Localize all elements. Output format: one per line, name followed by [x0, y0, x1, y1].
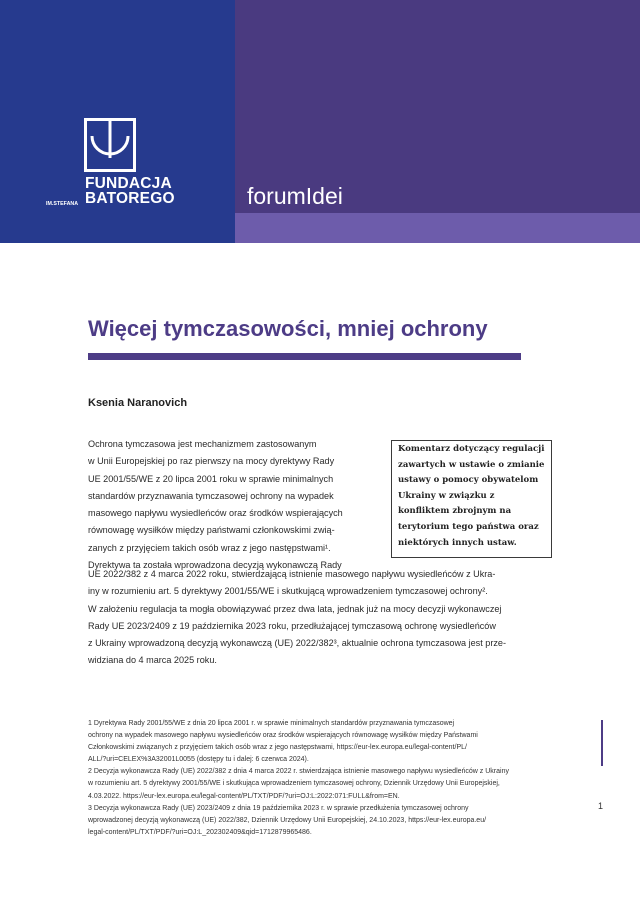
- logo-prefix: IM.STEFANA: [46, 201, 79, 207]
- title-underline: [88, 353, 521, 360]
- commentary-callout: Komentarz dotyczący regulacji zawartych w ustawie o zmianie ustawy o pomocy obywatelom Ukrainy w związku z konfliktem zbrojnym na terytorium tego państwa oraz niektórych innych ustaw.: [391, 440, 552, 558]
- footnote-line: w rozumieniu art. 5 dyrektywy 2001/55/WE i skutkująca wprowadzeniem tymczasowej ochrony, Dziennik Urzędowy Unii Europejskiej,: [88, 780, 500, 788]
- logo-line2: BATOREGO: [85, 190, 175, 207]
- footnote-line: 1 Dyrektywa Rady 2001/55/WE z dnia 20 lipca 2001 r. w sprawie minimalnych standardów przyznawania tymczasowej: [88, 720, 455, 727]
- footnote-line: Członkowskimi związanych z przyjęciem takich osób wraz z jego następstwami, https://eur-lex.europa.eu/legal-content/PL/: [88, 744, 467, 752]
- body-line: iny w rozumieniu art. 5 dyrektywy 2001/55/WE i skutkującą wprowadzeniem tymczasowej ochrony².: [88, 586, 488, 597]
- body-line: Rady UE 2023/2409 z 19 października 2023 roku, przedłużającej tymczasową ochronę wysiedleńców: [88, 620, 496, 631]
- body-line: masowego napływu wysiedleńców oraz środków wspierających: [88, 508, 343, 519]
- body-line: standardów przyznawania tymczasowej ochrony na wypadek: [88, 490, 334, 501]
- body-continued: [88, 566, 521, 670]
- body-line: równowagę wysiłków między państwami członkowskimi zwią-: [88, 525, 335, 536]
- page-marker-bar: [601, 720, 603, 766]
- footnote-line: 4.03.2022. https://eur-lex.europa.eu/legal-content/PL/TXT/PDF/?uri=OJ:L:2022:071:FULL&from=EN.: [88, 792, 400, 800]
- body-line: W założeniu regulacja ta mogła obowiązywać przez dwa lata, jednak już na mocy decyzji wykonawczej: [88, 603, 502, 614]
- footnotes: [88, 718, 588, 839]
- header-lavender-band: [235, 213, 640, 243]
- footnote-line: ochrony na wypadek masowego napływu wysiedleńców oraz środków wspierających równowagę wysiłków między Państwami: [88, 732, 478, 740]
- author-name: Ksenia Naranovich: [88, 397, 188, 409]
- page-title: Więcej tymczasowości, mniej ochrony: [88, 316, 488, 341]
- body-line: Dyrektywa ta została wprowadzona decyzją wykonawczą Rady: [88, 560, 342, 571]
- footnote-line: 2 Decyzja wykonawcza Rady (UE) 2022/382 z dnia 4 marca 2022 r. stwierdzająca istnienie masowego napływu wysiedleńców z Ukrainy: [88, 768, 509, 776]
- footnote-line: 3 Decyzja wykonawcza Rady (UE) 2023/2409 z dnia 19 października 2023 r. w sprawie przedłużenia tymczasowej ochrony: [88, 804, 469, 812]
- body-line: w Unii Europejskiej po raz pierwszy na mocy dyrektywy Rady: [88, 456, 335, 467]
- body-intro: [88, 436, 379, 574]
- logo-line1: FUNDACJA: [85, 175, 172, 192]
- footnote-line: ALL/?uri=CELEX%3A32001L0055 (dostępy tu i dalej: 6 czerwca 2024).: [88, 756, 309, 764]
- body-line: widziana do 4 marca 2025 roku.: [88, 655, 217, 666]
- body-line: z Ukrainy wprowadzoną decyzją wykonawczą (UE) 2022/382³, aktualnie ochrona tymczasowa jest prze-: [88, 638, 506, 649]
- fundacja-batorego-logo-icon: [84, 118, 136, 172]
- footnote-line: legal-content/PL/TXT/PDF/?uri=OJ:L_202302409&qid=1712879965486.: [88, 828, 312, 836]
- body-line: UE 2001/55/WE z 20 lipca 2001 roku w sprawie minimalnych: [88, 473, 334, 484]
- body-line: zanych z przyjęciem takich osób wraz z jego następstwami¹.: [88, 542, 331, 553]
- body-line: UE 2022/382 z 4 marca 2022 roku, stwierdzającą istnienie masowego napływu wysiedleńców z Ukra-: [88, 569, 496, 579]
- series-name: forumIdei: [247, 183, 343, 209]
- page-number: 1: [598, 801, 604, 811]
- footnote-line: wprowadzonej decyzją wykonawczą (UE) 2022/382, Dziennik Urzędowy Unii Europejskiej, 24.10.2023, https://eur-lex.europa.eu/: [88, 816, 487, 824]
- body-line: Ochrona tymczasowa jest mechanizmem zastosowanym: [88, 439, 317, 449]
